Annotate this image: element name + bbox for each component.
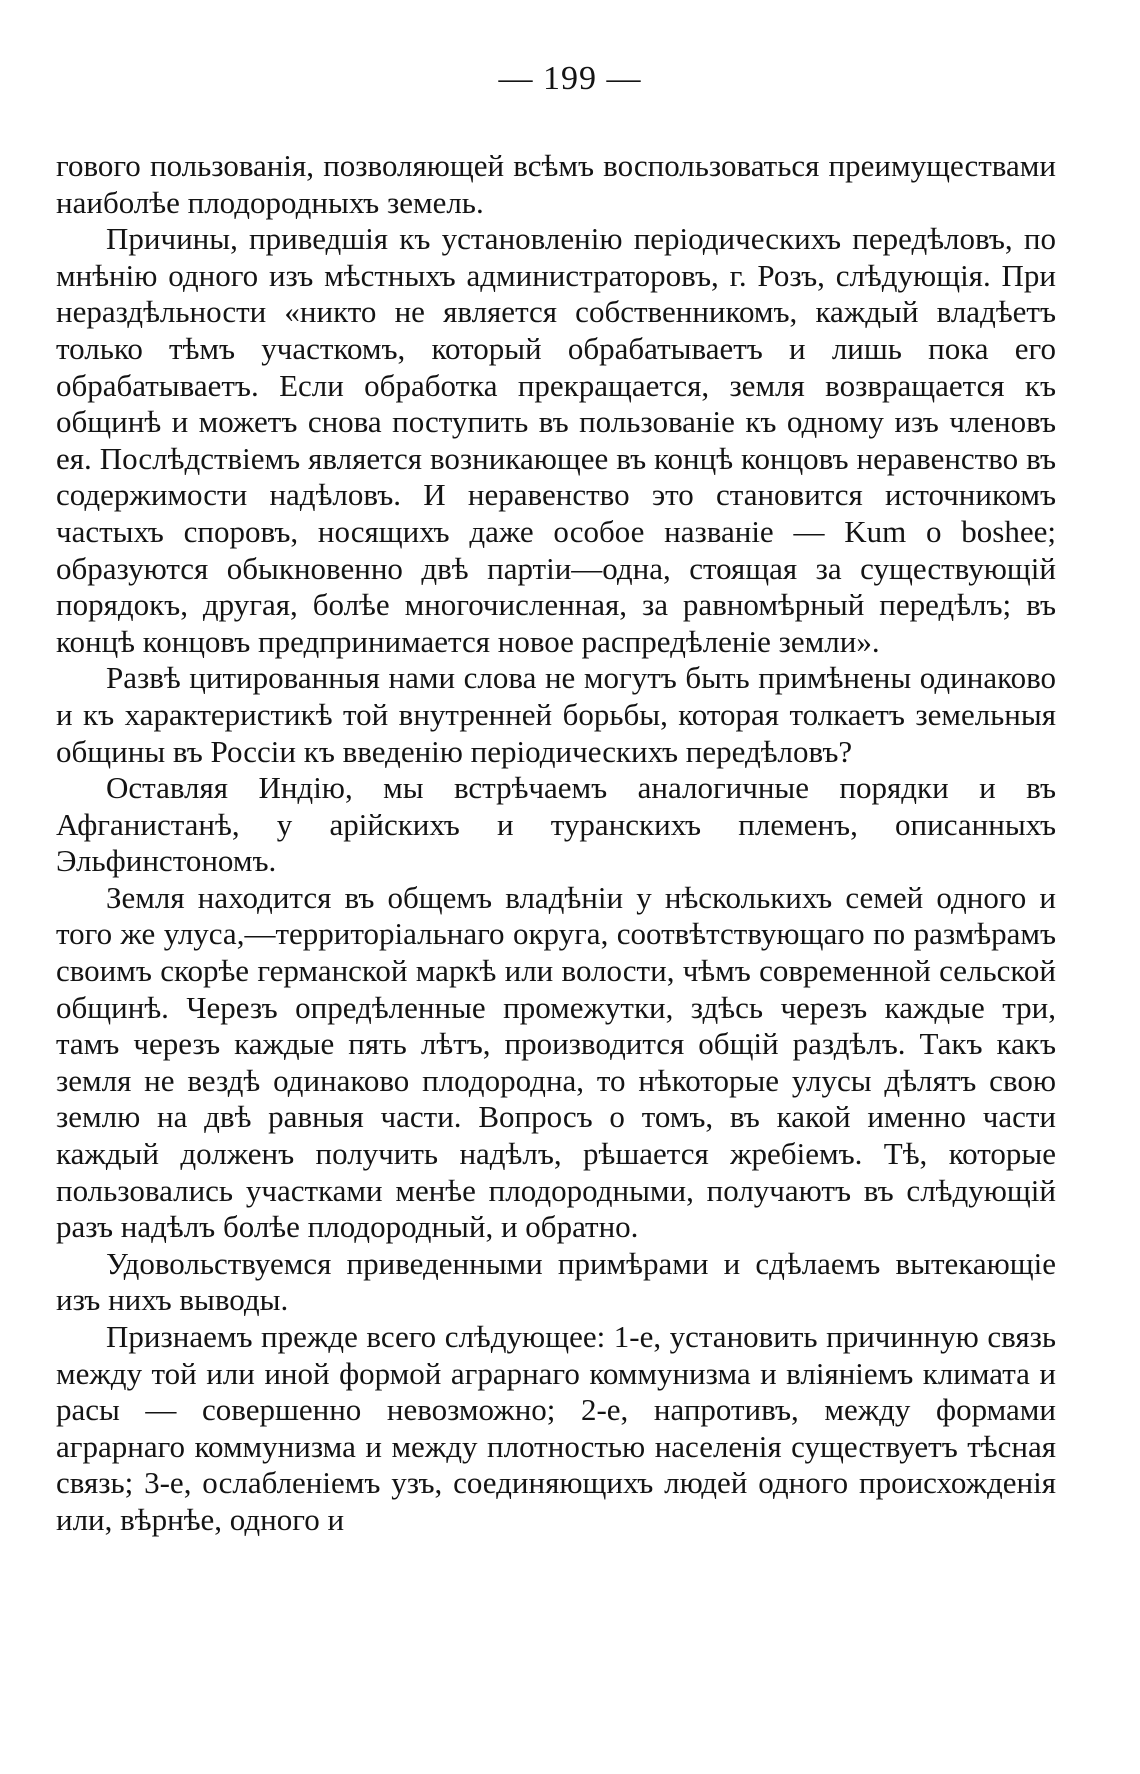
paragraph-russia-comparison: Развѣ цитированныя нами слова не могутъ быть примѣнены одинаково и къ характеристикѣ той внутренней борьбы, которая толкаетъ земельныя общины въ Россіи къ введенію періодическихъ передѣловъ? <box>56 660 1056 769</box>
paragraph-continuation: гового пользованія, позволяющей всѣмъ воспользоваться преимуществами наиболѣе плодородныхъ земель. <box>56 148 1056 220</box>
page-number: — 199 — <box>498 60 642 97</box>
paragraph-land-ownership: Земля находится въ общемъ владѣніи у нѣсколькихъ семей одного и того же улуса,—территоріальнаго округа, соотвѣтствующаго по размѣрамъ своимъ скорѣе германской маркѣ или волости, чѣмъ современной сельской общинѣ. Черезъ опредѣленные промежутки, здѣсь черезъ каждые три, тамъ черезъ каждые пять лѣтъ, производится общій раздѣлъ. Такъ какъ земля не вездѣ одинаково плодородна, то нѣкоторые улусы дѣлятъ свою землю на двѣ равныя части. Вопросъ о томъ, въ какой именно части каждый долженъ получить надѣлъ, рѣшается жребіемъ. Тѣ, которые пользовались участками менѣе плодородными, получаютъ въ слѣдующій разъ надѣлъ болѣе плодородный, и обратно. <box>56 879 1056 1245</box>
paragraph-causes-of-redistribution: Причины, приведшія къ установленію періодическихъ передѣловъ, по мнѣнію одного изъ мѣстныхъ администраторовъ, г. Розъ, слѣдующія. При нераздѣльности «никто не является собственникомъ, каждый владѣетъ только тѣмъ участкомъ, который обрабатываетъ и лишь пока его обрабатываетъ. Если обработка прекращается, земля возвращается къ общинѣ и можетъ снова поступить въ пользованіе къ одному изъ членовъ ея. Послѣдствіемъ является возникающее въ концѣ концовъ неравенство въ содержимости надѣловъ. И неравенство это становится источникомъ частыхъ споровъ, носящихъ даже особое названіе — Kum o boshee; образуются обыкновенно двѣ партіи—одна, стоящая за существующій порядокъ, другая, болѣе многочисленная, за равномѣрный передѣлъ; въ концѣ концовъ предпринимается новое распредѣленіе земли». <box>56 221 1056 659</box>
paragraph-afghanistan: Оставляя Индію, мы встрѣчаемъ аналогичные порядки и въ Афганистанѣ, у арійскихъ и туранскихъ племенъ, описанныхъ Эльфинстономъ. <box>56 770 1056 879</box>
paragraph-conclusions: Признаемъ прежде всего слѣдующее: 1-е, установить причинную связь между той или иной формой аграрнаго коммунизма и вліяніемъ климата и расы — совершенно невозможно; 2-е, напротивъ, между формами аграрнаго коммунизма и между плотностью населенія существуетъ тѣсная связь; 3-е, ослабленіемъ узъ, соединяющихъ людей одного происхожденія или, вѣрнѣе, одного и <box>56 1319 1056 1537</box>
body-text <box>56 148 1056 1539</box>
paragraph-conclusions-intro: Удовольствуемся приведенными примѣрами и сдѣлаемъ вытекающіе изъ нихъ выводы. <box>56 1245 1056 1318</box>
